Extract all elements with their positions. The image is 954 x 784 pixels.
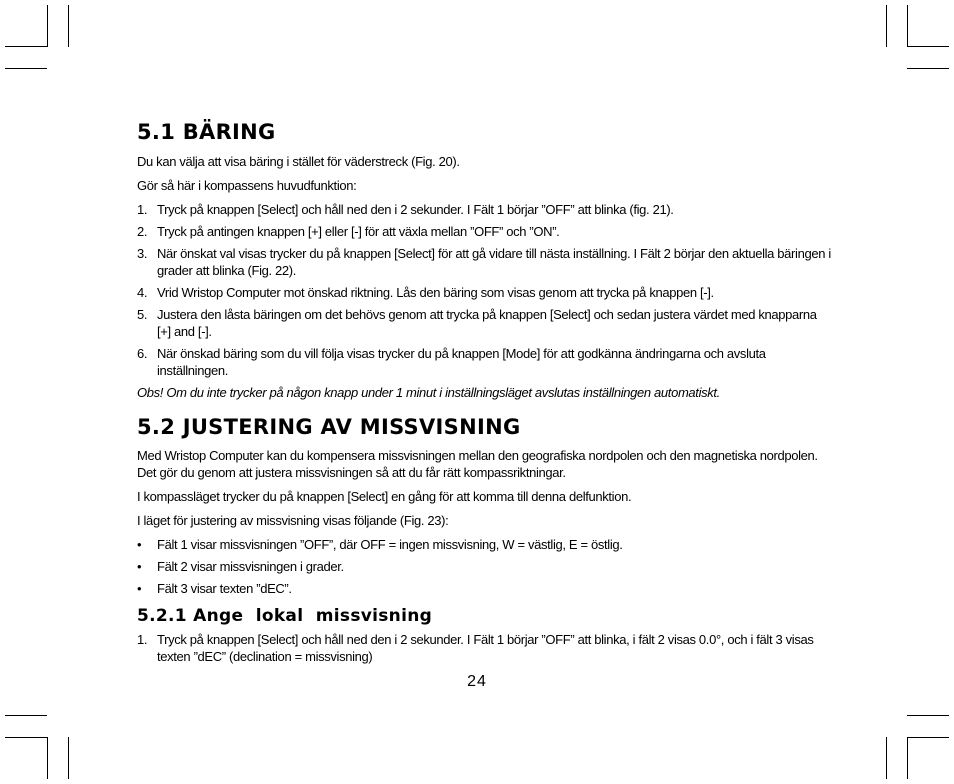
paragraph: I läget för justering av missvisning visas följande (Fig. 23): — [137, 513, 449, 528]
paragraph: Du kan välja att visa bäring i stället för väderstreck (Fig. 20). — [137, 154, 460, 169]
crop-mark — [47, 5, 48, 47]
list-item — [137, 284, 833, 301]
list-item — [137, 345, 833, 379]
list-number: 1. — [137, 202, 148, 217]
crop-mark — [5, 737, 47, 738]
list-text: Fält 1 visar missvisningen ”OFF”, där OFF = ingen missvisning, W = västlig, E = östlig. — [157, 537, 623, 552]
crop-mark — [886, 5, 887, 47]
bullet: • — [137, 537, 142, 552]
list-item — [137, 223, 833, 240]
numbered-list — [137, 631, 833, 665]
page-content — [137, 118, 833, 665]
crop-mark — [47, 737, 48, 779]
list-number: 1. — [137, 632, 148, 647]
section-heading: 5.1 BÄRING — [137, 120, 276, 144]
list-text: När önskat val visas trycker du på knappen [Select] för att gå vidare till nästa inställning. I Fält 2 börjar den aktuella bäringen i grader att blinka (Fig. 22). — [157, 246, 831, 278]
list-number: 4. — [137, 285, 148, 300]
note: Obs! Om du inte trycker på någon knapp under 1 minut i inställningsläget avslutas inställningen automatiskt. — [137, 385, 720, 400]
list-text: Fält 3 visar texten ”dEC”. — [157, 581, 292, 596]
list-item — [137, 558, 833, 575]
list-text: Tryck på knappen [Select] och håll ned den i 2 sekunder. I Fält 1 börjar ”OFF” att blinka (fig. 21). — [157, 202, 674, 217]
paragraph: I kompassläget trycker du på knappen [Select] en gång för att komma till denna delfunktion. — [137, 489, 632, 504]
bullet: • — [137, 581, 142, 596]
list-item — [137, 245, 833, 279]
crop-mark — [907, 5, 908, 47]
bullet: • — [137, 559, 142, 574]
crop-mark — [5, 46, 47, 47]
list-item — [137, 306, 833, 340]
page-number: 24 — [467, 673, 487, 690]
numbered-list — [137, 201, 833, 379]
crop-mark — [907, 68, 949, 69]
list-text: Tryck på knappen [Select] och håll ned den i 2 sekunder. I Fält 1 börjar ”OFF” att blinka, i fält 2 visas 0.0°, och i fält 3 visas texten ”dEC” (declination = missvisning) — [157, 632, 814, 664]
crop-mark — [907, 737, 949, 738]
crop-mark — [907, 737, 908, 779]
list-text: Justera den låsta bäringen om det behövs genom att trycka på knappen [Select] och sedan justera värdet med knapparna [+] and [-]. — [157, 307, 817, 339]
list-text: Fält 2 visar missvisningen i grader. — [157, 559, 344, 574]
crop-mark — [907, 715, 949, 716]
crop-mark — [5, 715, 47, 716]
crop-mark — [907, 46, 949, 47]
list-text: Tryck på antingen knappen [+] eller [-] för att växla mellan ”OFF” och ”ON”. — [157, 224, 560, 239]
crop-mark — [68, 5, 69, 47]
list-number: 3. — [137, 246, 148, 261]
list-number: 2. — [137, 224, 148, 239]
section-heading: 5.2 JUSTERING AV MISSVISNING — [137, 415, 521, 439]
bullet-list — [137, 536, 833, 597]
list-text: Vrid Wristop Computer mot önskad riktning. Lås den bäring som visas genom att trycka på knappen [-]. — [157, 285, 714, 300]
list-number: 5. — [137, 307, 148, 322]
paragraph: Med Wristop Computer kan du kompensera missvisningen mellan den geografiska nordpolen och den magnetiska nordpolen. Det gör du genom att justera missvisningen så att du får rätt kompassriktningar. — [137, 448, 818, 480]
crop-mark — [886, 737, 887, 779]
crop-mark — [68, 737, 69, 779]
list-text: När önskad bäring som du vill följa visas trycker du på knappen [Mode] för att godkänna ändringarna och avsluta inställningen. — [157, 346, 766, 378]
list-item — [137, 580, 833, 597]
list-item — [137, 201, 833, 218]
subsection-heading: 5.2.1 Ange lokal missvisning — [137, 606, 433, 626]
list-item — [137, 536, 833, 553]
list-item — [137, 631, 833, 665]
list-number: 6. — [137, 346, 148, 361]
crop-mark — [5, 68, 47, 69]
paragraph: Gör så här i kompassens huvudfunktion: — [137, 178, 357, 193]
